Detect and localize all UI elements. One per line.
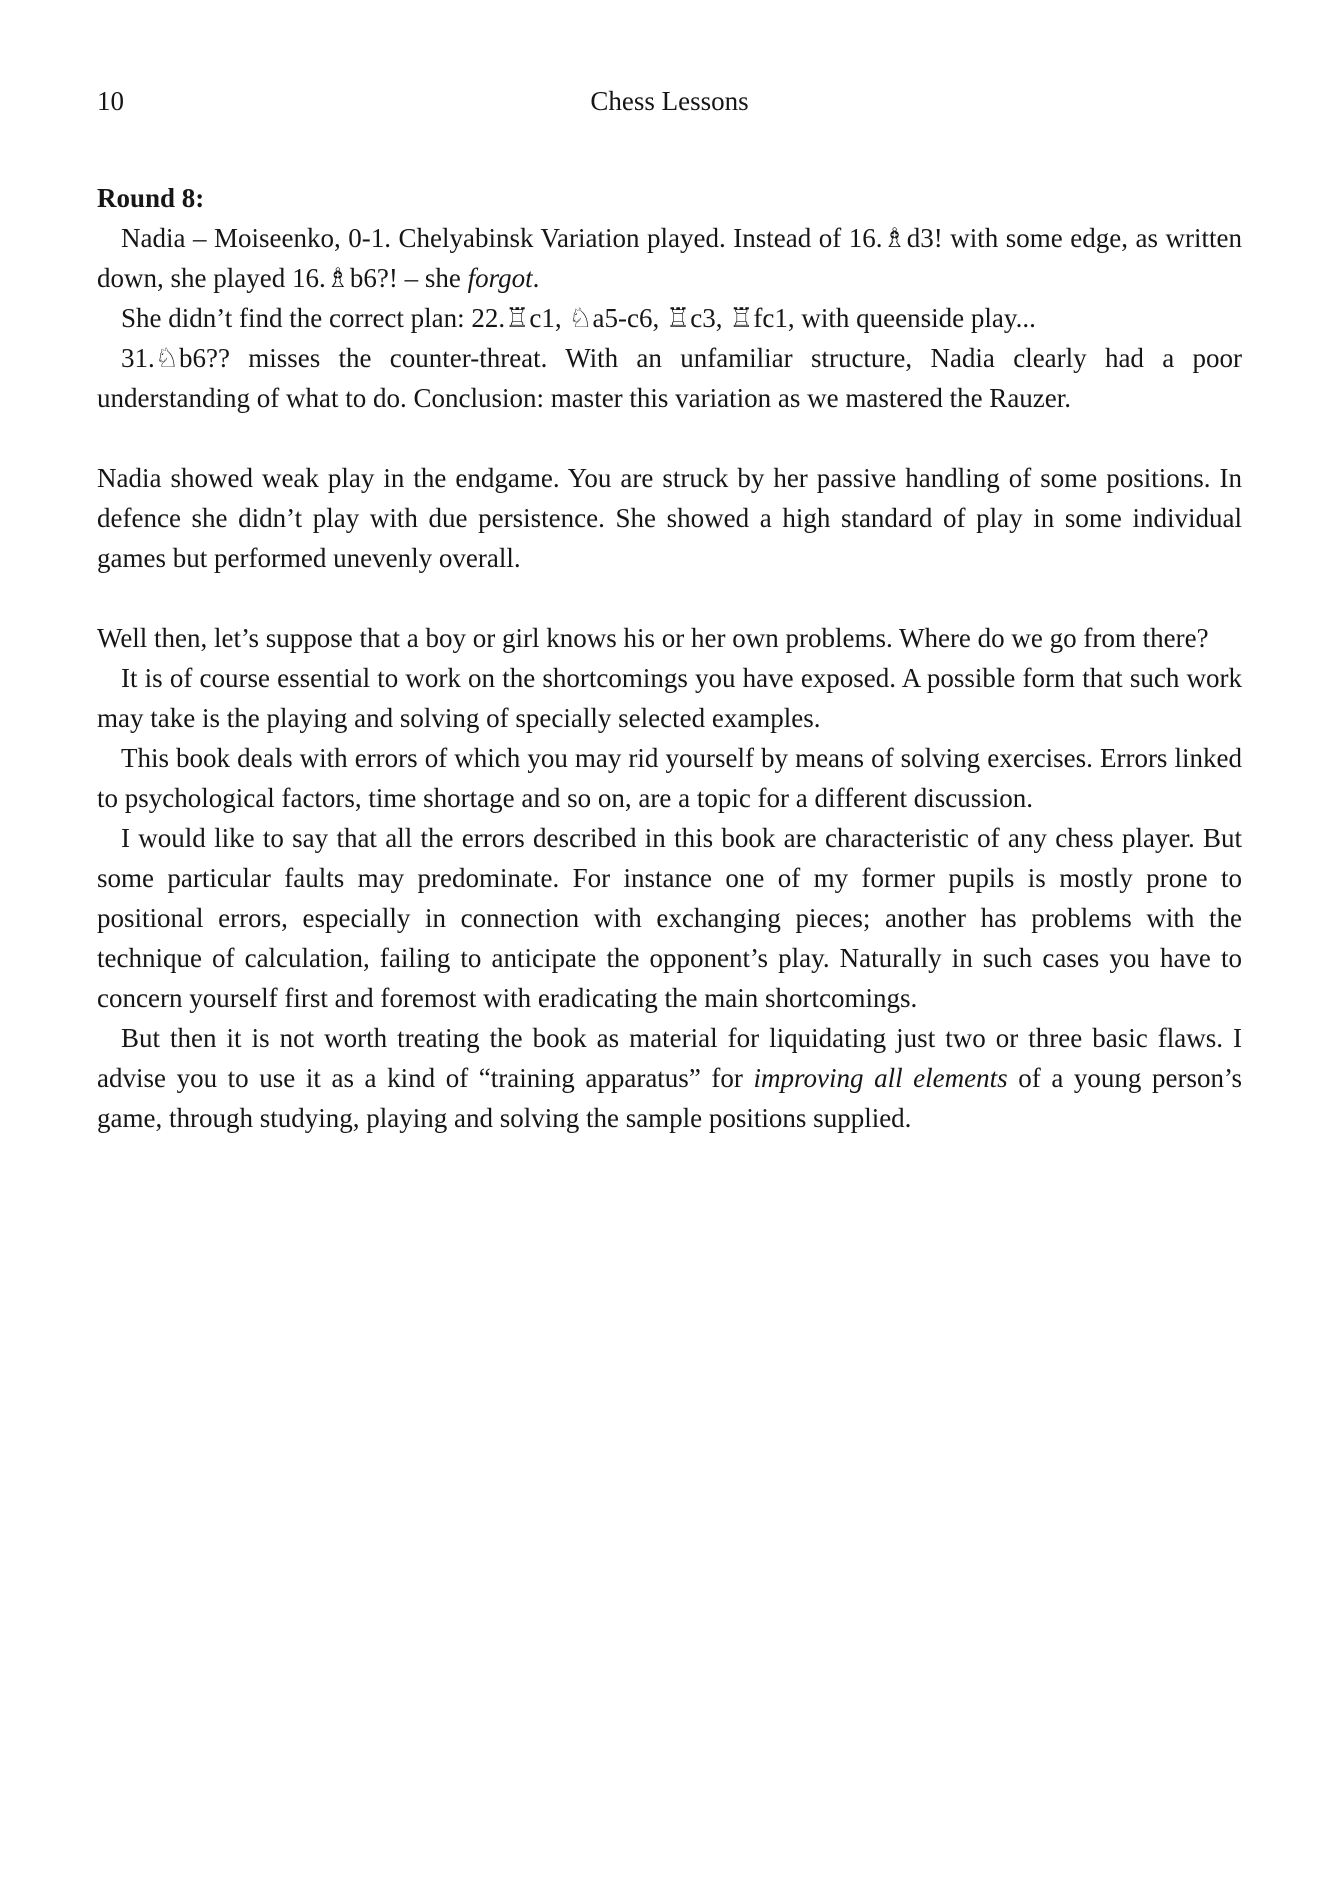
running-header bbox=[97, 84, 1242, 118]
paragraph bbox=[97, 298, 1242, 338]
text-run: Round 8: bbox=[97, 183, 205, 213]
paragraph bbox=[97, 338, 1242, 418]
text-run: She didn’t find the correct plan: 22.♖c1, ♘a5-c6, ♖c3, ♖fc1, with queenside play... bbox=[121, 303, 1036, 333]
italic-text: improving all elements bbox=[753, 1063, 1008, 1093]
text-run: Nadia showed weak play in the endgame. You are struck by her passive handling of some positions. In defence she didn’t play with due persistence. She showed a high standard of play in some individual games but performed unevenly overall. bbox=[97, 463, 1242, 573]
text-run: Well then, let’s suppose that a boy or girl knows his or her own problems. Where do we go from there? bbox=[97, 623, 1209, 653]
text-run: I would like to say that all the errors described in this book are characteristic of any chess player. But some particular faults may predominate. For instance one of my former pupils is mostly prone to positional errors, especially in connection with exchanging pieces; another has problems with the technique of calculation, failing to anticipate the opponent’s play. Naturally in such cases you have to concern yourself first and foremost with eradicating the main shortcomings. bbox=[97, 823, 1242, 1013]
text-run: 31.♘b6?? misses the counter-threat. With an unfamiliar structure, Nadia clearly had a poor understanding of what to do. Conclusion: master this variation as we mastered the Rauzer. bbox=[97, 343, 1242, 413]
paragraph bbox=[97, 1018, 1242, 1138]
text-run: Nadia – Moiseenko, 0-1. Chelyabinsk Variation played. Instead of 16.♗d3! with some edge, as written down, she played 16.♗b6?! – she bbox=[97, 223, 1242, 293]
page-number: 10 bbox=[97, 86, 124, 116]
paragraph bbox=[97, 658, 1242, 738]
paragraph bbox=[97, 738, 1242, 818]
text-run: It is of course essential to work on the shortcomings you have exposed. A possible form that such work may take is the playing and solving of specially selected examples. bbox=[97, 663, 1242, 733]
text-run: This book deals with errors of which you may rid yourself by means of solving exercises. Errors linked to psychological factors, time shortage and so on, are a topic for a different discussion. bbox=[97, 743, 1242, 813]
section-heading bbox=[97, 178, 1242, 218]
paragraph bbox=[97, 618, 1242, 658]
paragraph bbox=[97, 458, 1242, 578]
text-run: . bbox=[532, 263, 540, 293]
running-title: Chess Lessons bbox=[590, 86, 749, 116]
paragraph-spacer bbox=[97, 578, 1242, 618]
paragraph bbox=[97, 218, 1242, 298]
paragraph bbox=[97, 818, 1242, 1018]
text-run: But then it is not worth treating the book as material for liquidating just two or three basic flaws. I advise you to use it as a kind of “training apparatus” for bbox=[97, 1023, 1242, 1093]
page-body bbox=[97, 178, 1242, 1138]
italic-text: forgot bbox=[467, 263, 533, 293]
paragraph-spacer bbox=[97, 418, 1242, 458]
text-run: of a young person’s game, through studying, playing and solving the sample positions supplied. bbox=[97, 1063, 1242, 1133]
